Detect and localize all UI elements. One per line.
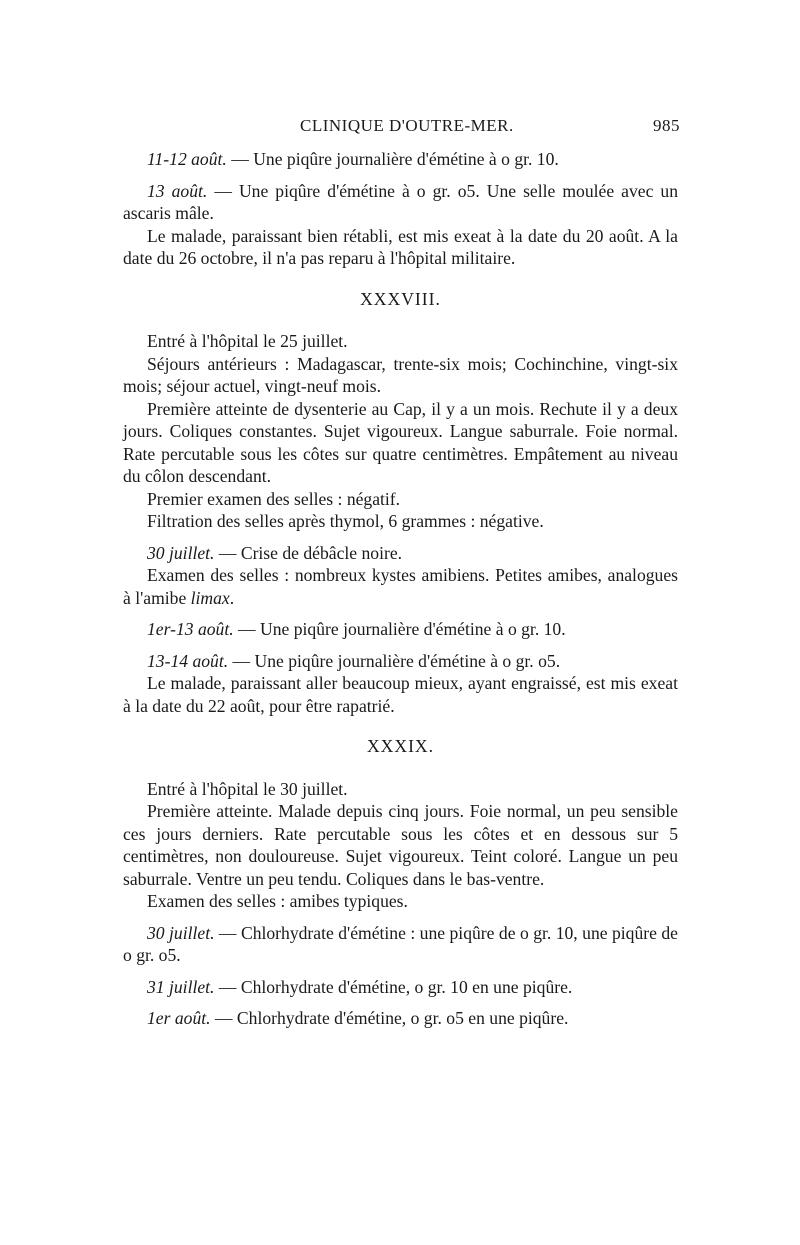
- case-paragraph: [123, 330, 678, 353]
- entry-paragraph: [123, 225, 678, 270]
- entry-paragraph: [123, 148, 678, 171]
- paragraph-text: Entré à l'hôpital le 30 juillet.: [147, 778, 348, 799]
- case-paragraph: [123, 778, 678, 801]
- paragraph-text: — Une piqûre journalière d'émétine à o gr. o5.: [228, 650, 561, 671]
- entry-text: — Une piqûre journalière d'émétine à o gr. 10.: [226, 149, 559, 169]
- case-paragraph: [123, 564, 678, 609]
- case-paragraph: [123, 976, 678, 999]
- paragraph-text: Première atteinte de dysenterie au Cap, il y a un mois. Rechute il y a deux jours. Coliques constantes. Sujet vigoureux. Langue saburrale. Foie normal. Rate percutable sous les côtes sur quatre centimètres. Empâtement au niveau du côlon descendant.: [123, 398, 678, 486]
- case-paragraph: [123, 488, 678, 511]
- paragraph-text: Le malade, paraissant aller beaucoup mieux, ayant engraissé, est mis exeat à la date du 22 août, pour être rapatrié.: [123, 673, 678, 716]
- case-heading-xxxviii: XXXVIII.: [360, 288, 441, 309]
- entry-date: 1er août.: [147, 1008, 211, 1028]
- case-paragraph: [123, 800, 678, 890]
- paragraph-text: .: [229, 587, 235, 608]
- entry-date: 31 juillet.: [147, 976, 215, 997]
- entry-date: 13 août.: [147, 180, 208, 201]
- case-paragraph: [123, 922, 678, 967]
- paragraph-text: — Chlorhydrate d'émétine, o gr. 10 en une piqûre.: [214, 976, 573, 997]
- case-paragraph: [123, 542, 678, 565]
- paragraph-text: — Une piqûre journalière d'émétine à o gr. 10.: [233, 619, 566, 639]
- page-body: [123, 148, 678, 1030]
- case-paragraph: [123, 650, 678, 673]
- entry-text: — Une piqûre d'émétine à o gr. o5. Une selle moulée avec un ascaris mâle.: [123, 180, 678, 223]
- paragraph-text: Première atteinte. Malade depuis cinq jours. Foie normal, un peu sensible ces jours derniers. Rate percutable sous les côtes et en dessous sur 5 centimètres, non douloureuse. Sujet vigoureux. Teint coloré. Langue un peu saburrale. Ventre un peu tendu. Coliques dans le bas-ventre.: [123, 801, 678, 889]
- case-paragraph: [123, 398, 678, 488]
- paragraph-text: — Chlorhydrate d'émétine : une piqûre de o gr. 10, une piqûre de o gr. o5.: [123, 922, 678, 965]
- running-header: [120, 116, 680, 140]
- paragraph-text: Examen des selles : nombreux kystes amibiens. Petites amibes, analogues à l'amibe: [123, 565, 678, 608]
- case-paragraph: [123, 618, 678, 641]
- case-paragraph: [123, 510, 678, 533]
- page-number: 985: [653, 116, 680, 135]
- case-paragraph: [123, 890, 678, 913]
- paragraph-text: — Chlorhydrate d'émétine, o gr. o5 en une piqûre.: [210, 1008, 569, 1028]
- entry-text: Le malade, paraissant bien rétabli, est mis exeat à la date du 20 août. A la date du 26 octobre, il n'a pas reparu à l'hôpital militaire.: [123, 225, 678, 268]
- case-paragraph: [123, 672, 678, 717]
- paragraph-text: Entré à l'hôpital le 25 juillet.: [147, 331, 348, 351]
- paragraph-text: Séjours antérieurs : Madagascar, trente-six mois; Cochinchine, vingt-six mois; séjour actuel, vingt-neuf mois.: [123, 353, 678, 396]
- paragraph-text: Examen des selles : amibes typiques.: [147, 891, 408, 911]
- entry-date: 30 juillet.: [147, 922, 215, 943]
- italic-term: limax: [190, 587, 230, 608]
- case-paragraph: [123, 1007, 678, 1030]
- entry-date: 13-14 août.: [147, 650, 229, 671]
- entry-date: 1er-13 août.: [147, 619, 234, 639]
- paragraph-text: — Crise de débâcle noire.: [214, 542, 403, 563]
- paragraph-text: Premier examen des selles : négatif.: [147, 488, 401, 509]
- case-paragraph: [123, 353, 678, 398]
- entry-paragraph: [123, 180, 678, 225]
- entry-date: 30 juillet.: [147, 542, 215, 563]
- entry-date: 11-12 août.: [147, 149, 227, 169]
- case-heading-xxxix: XXXIX.: [366, 736, 435, 756]
- paragraph-text: Filtration des selles après thymol, 6 grammes : négative.: [147, 511, 544, 531]
- running-title: CLINIQUE D'OUTRE-MER.: [300, 116, 514, 135]
